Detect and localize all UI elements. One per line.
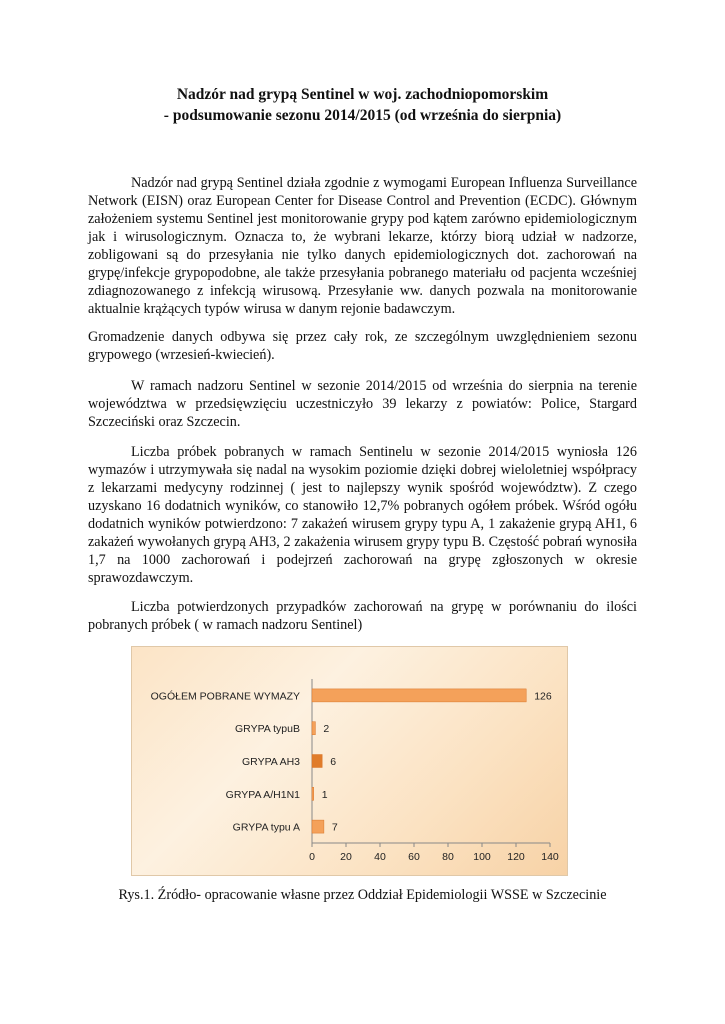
x-tick-label: 100 [473, 851, 491, 863]
paragraph-samples: Liczba próbek pobranych w ramach Sentinelu w sezonie 2014/2015 wyniosła 126 wymazów i utrzymywała się nadal na wysokim poziomie dzięki dobrej wieloletniej współpracy z lekarzami medycyny rodzinnej ( jest to najlepszy wynik spośród województw). Z czego uzyskano 16 dodatnich wyników, co stanowiło 12,7% pobranych ogółem próbek. Wśród ogółu dodatnich wyników potwierdzono: 7 zakażeń wirusem grypy typu A, 1 zakażenie grypą AH1, 6 zakażeń wywołanych grypą AH3, 2 zakażenia wirusem grypy typu B. Częstość pobrań wynosiła 1,7 na 1000 zachorowań i podejrzeń zachorowań na grypę zgłoszonych w okresie sprawozdawczym. [88, 444, 637, 586]
x-tick-label: 0 [309, 851, 315, 863]
paragraph-data-collection: Gromadzenie danych odbywa się przez cały rok, ze szczególnym uwzględnieniem sezonu grypowego (wrzesień-kwiecień). [88, 329, 637, 363]
data-label: 126 [534, 690, 552, 703]
category-label: GRYPA AH3 [242, 756, 300, 768]
x-tick-label: 140 [541, 851, 559, 863]
x-tick-label: 40 [374, 851, 386, 863]
x-tick-label: 80 [442, 851, 454, 863]
bar-chart-svg [132, 647, 567, 875]
document-title-line2: - podsumowanie sezonu 2014/2015 (od września do sierpnia) [163, 107, 562, 124]
bar [312, 755, 322, 768]
category-label: GRYPA typuB [235, 723, 300, 736]
bar [312, 689, 526, 702]
bar-chart [131, 646, 568, 876]
data-label: 7 [331, 821, 338, 834]
x-tick-label: 120 [507, 851, 525, 863]
document-title-line1: Nadzór nad grypą Sentinel w woj. zachodniopomorskim [176, 86, 549, 103]
paragraph-intro: Nadzór nad grypą Sentinel działa zgodnie z wymogami European Influenza Surveillance Network (EISN) oraz European Center for Disease Control and Prevention (ECDC). Głównym założeniem systemu Sentinel jest monitorowanie grypy pod kątem zarówno epidemiologicznym jak i wirusologicznym. Oznacza to, że wybrani lekarze, którzy biorą udział w nadzorze, zobligowani są do przesyłania nie tylko danych epidemiologicznych dot. zachorowań na grypę/infekcje grypopodobne, ale także przesyłania pobranego materiału od pacjenta wcześniej zdiagnozowanego z infekcją wirusową. Przesyłanie ww. danych pozwala na monitorowanie aktualnie krążących typów wirusa w danym rejonie badawczym. [88, 175, 637, 317]
paragraph-participants: W ramach nadzoru Sentinel w sezonie 2014/2015 od września do sierpnia na terenie województwa w przedsięwzięciu uczestniczyło 39 lekarzy z powiatów: Police, Stargard Szczeciński oraz Szczecin. [88, 378, 637, 430]
x-tick-label: 20 [340, 851, 352, 863]
figure-caption: Rys.1. Źródło- opracowanie własne przez Oddział Epidemiologii WSSE w Szczecinie [118, 887, 607, 903]
category-label: GRYPA typu A [232, 821, 300, 834]
category-label: GRYPA A/H1N1 [225, 788, 300, 801]
x-tick-label: 60 [408, 851, 420, 863]
data-label: 1 [321, 788, 328, 801]
paragraph-chart-intro: Liczba potwierdzonych przypadków zachorowań na grypę w porównaniu do ilości pobranych próbek ( w ramach nadzoru Sentinel) [88, 599, 637, 633]
bar [312, 820, 324, 833]
data-label: 2 [323, 723, 330, 736]
bar [312, 722, 315, 735]
bar [312, 787, 314, 800]
category-label: OGÓŁEM POBRANE WYMAZY [150, 690, 300, 703]
data-label: 6 [330, 756, 337, 768]
